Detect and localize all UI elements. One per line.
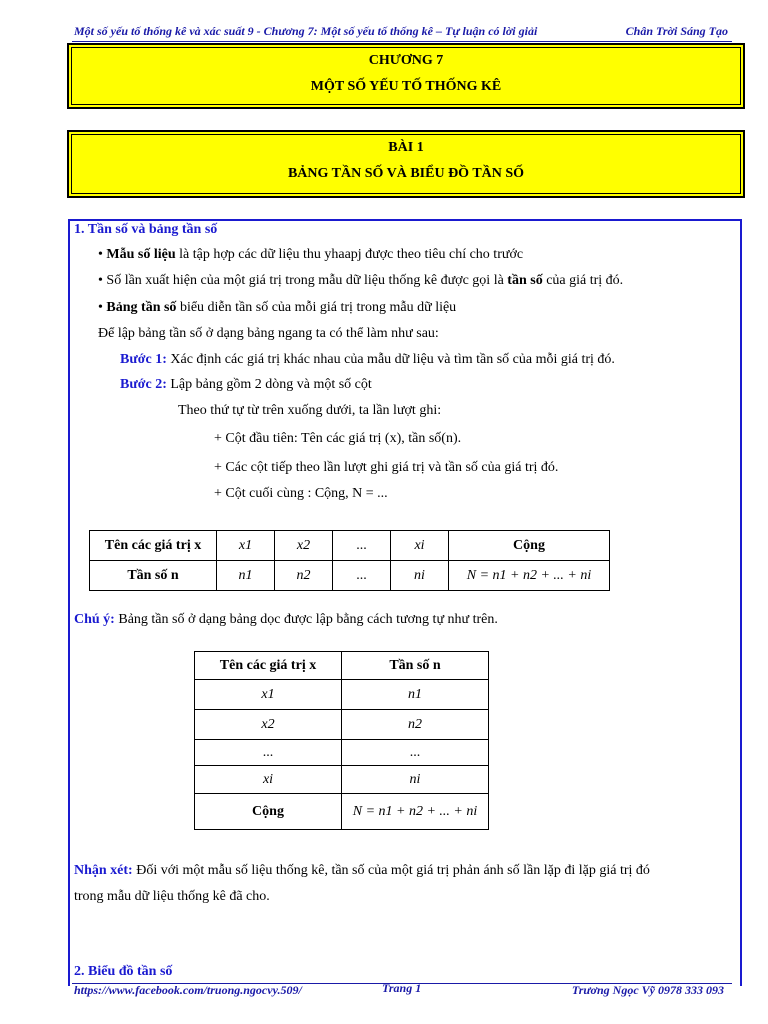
vertical-frequency-table [194, 651, 489, 830]
bullet-table-text: biểu diễn tần số của mỗi giá trị trong mẫu dữ liệu [176, 300, 457, 315]
lesson-number: BÀI 1 [388, 140, 424, 155]
table-row [195, 710, 489, 740]
chapter-number: CHƯƠNG 7 [368, 53, 444, 68]
table-cell: n2 [275, 561, 333, 591]
table-cell: x2 [195, 710, 342, 740]
table-cell: Tên các giá trị x [195, 652, 342, 680]
remark-text: Đối với một mẫu số liệu thống kê, tần số của một giá trị phản ánh số lần lặp đi lặp giá trị đó [132, 863, 650, 878]
order-text: Theo thứ tự từ trên xuống dưới, ta lần lượt ghi: [178, 403, 442, 418]
table-row [195, 680, 489, 710]
table-cell: ni [391, 561, 449, 591]
table-row [195, 766, 489, 794]
table-cell: ... [333, 531, 391, 561]
table-cell: N = n1 + n2 + ... + ni [342, 794, 489, 830]
note-label: Chú ý: [74, 612, 115, 627]
table-cell: Tần số n [90, 561, 217, 591]
note-text: Bảng tần số ở dạng bảng dọc được lập bằng cách tương tự như trên. [114, 612, 498, 627]
step2 [120, 377, 372, 393]
table-cell: x1 [195, 680, 342, 710]
table-cell: ni [342, 766, 489, 794]
footer-author: Trương Ngọc Vỹ 0978 333 093 [571, 983, 724, 997]
bullet-icon: • [98, 273, 107, 288]
lesson-banner [68, 131, 744, 197]
table-cell: xi [195, 766, 342, 794]
remark-line1 [74, 863, 650, 879]
table-cell: x2 [275, 531, 333, 561]
table-cell: Tần số n [342, 652, 489, 680]
page-header [74, 24, 728, 40]
bullet-frequency-text: Số lần xuất hiện của một giá trị trong mẫu dữ liệu thống kê được gọi là [106, 273, 508, 288]
step1-text: Xác định các giá trị khác nhau của mẫu dữ liệu và tìm tần số của mỗi giá trị đó. [166, 352, 615, 367]
table-cell: x1 [217, 531, 275, 561]
table-row [195, 794, 489, 830]
bullet-frequency-end: của giá trị đó. [542, 273, 624, 288]
table-cell: n1 [342, 680, 489, 710]
table-cell: xi [391, 531, 449, 561]
sub-item-last-column: + Cột cuối cùng : Cộng, N = ... [214, 486, 388, 501]
table-row [90, 561, 610, 591]
bullet-icon: • [98, 247, 107, 262]
step2-text: Lập bảng gồm 2 dòng và một số cột [166, 377, 372, 392]
table-cell: Cộng [449, 531, 610, 561]
horizontal-frequency-table [89, 530, 610, 591]
step1-label: Bước 1: [120, 352, 167, 367]
table-cell: n1 [217, 561, 275, 591]
table-cell: ... [195, 740, 342, 766]
section2-title: 2. Biểu đồ tần số [74, 964, 173, 979]
table-cell: ... [342, 740, 489, 766]
table-cell: ... [333, 561, 391, 591]
bullet-table-term: Bảng tần số [106, 300, 177, 315]
table-cell: Cộng [195, 794, 342, 830]
bullet-sample [98, 247, 523, 263]
step2-label: Bước 2: [120, 377, 167, 392]
step1 [120, 352, 615, 368]
table-row [195, 652, 489, 680]
header-left-text: Một số yếu tố thống kê và xác suất 9 - Chương 7: Một số yếu tố thống kê – Tự luận có lời giải [74, 24, 538, 38]
table-row [90, 531, 610, 561]
remark-label: Nhận xét: [74, 863, 133, 878]
section1-title: 1. Tần số và bảng tần số [74, 222, 218, 237]
table-cell: Tên các giá trị x [90, 531, 217, 561]
header-right-text: Chân Trời Sáng Tạo [625, 24, 728, 38]
table-cell: n2 [342, 710, 489, 740]
footer-link[interactable]: https://www.facebook.com/truong.ngocvy.509/ [74, 983, 302, 997]
table-cell: N = n1 + n2 + ... + ni [449, 561, 610, 591]
bullet-table [98, 300, 456, 316]
lesson-title: BẢNG TẦN SỐ VÀ BIỂU ĐỒ TẦN SỐ [287, 166, 525, 181]
bullet-sample-term: Mẫu số liệu [106, 247, 176, 262]
bullet-icon: • [98, 300, 107, 315]
chapter-banner [68, 44, 744, 108]
chapter-title: MỘT SỐ YẾU TỐ THỐNG KÊ [310, 79, 502, 94]
intro-text: Để lập bảng tần số ở dạng bảng ngang ta có thể làm như sau: [98, 326, 439, 341]
bullet-sample-text: là tập hợp các dữ liệu thu yhaapj được theo tiêu chí cho trước [175, 247, 524, 262]
note [74, 612, 498, 628]
remark-line2: trong mẫu dữ liệu thống kê đã cho. [74, 889, 270, 904]
sub-item-first-column: + Cột đầu tiên: Tên các giá trị (x), tần số(n). [214, 431, 462, 446]
sub-item-next-columns: + Các cột tiếp theo lần lượt ghi giá trị và tần số của giá trị đó. [214, 460, 559, 475]
header-rule [72, 41, 732, 42]
bullet-frequency-term: tần số [507, 273, 543, 288]
bullet-frequency [98, 273, 623, 289]
page-number: Trang 1 [382, 981, 422, 995]
table-row [195, 740, 489, 766]
